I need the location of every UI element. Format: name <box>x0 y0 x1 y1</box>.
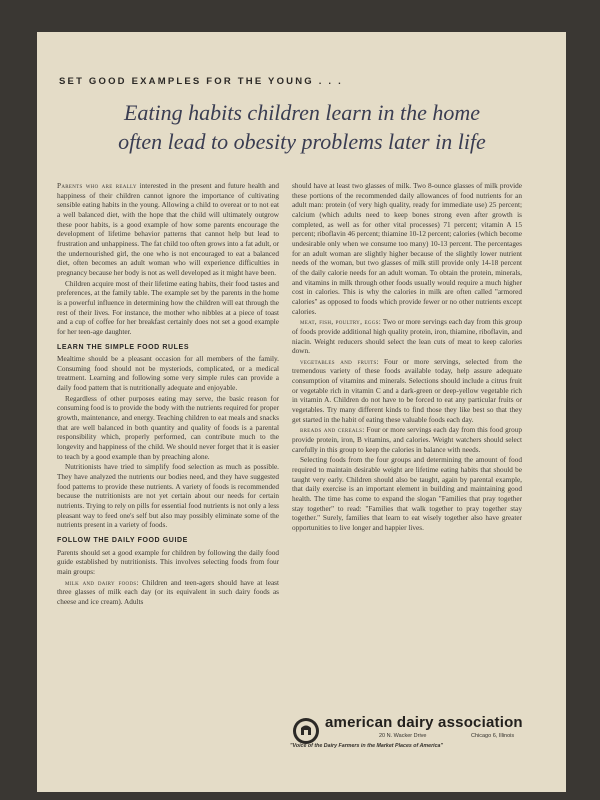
paragraph: meat, fish, poultry, eggs: Two or more servings each day from this group of foods provide additional high quality protein, iron, thiamine, riboflavin, and niacin. Weight reducers should select the lean cuts of meat to keep calories down. <box>292 318 522 356</box>
kicker-heading: SET GOOD EXAMPLES FOR THE YOUNG . . . <box>59 76 343 87</box>
association-name: american dairy association <box>325 714 523 731</box>
paragraph: Selecting foods from the four groups and determining the amount of food required to maintain desirable weight are lifetime eating habits that should be taught very early. Children should also be taught, again by parental example, that daily exercise is an important element in building and maintaining good health. The time has come to expand the slogan "Families that pray together stay together" to read: "Families that walk together to pray together stay together." Surely, families that learn to eat wisely together also have greater opportunities to live longer and happier lives. <box>292 456 522 532</box>
paragraph: Regardless of other purposes eating may serve, the basic reason for consuming food is to provide the body with the nutrients required for proper growth, maintenance, and energy. Teaching children to eat meals and snacks that are well balanced in both quantity and quality of foods is a parental responsibility which, properly performed, can contribute much to the longevity and happiness of the child. We should never forget that it is easier to teach by a good example than by preaching alone. <box>57 394 279 461</box>
ada-seal-icon <box>292 717 320 745</box>
section-heading: FOLLOW THE DAILY FOOD GUIDE <box>57 536 188 544</box>
section-heading: LEARN THE SIMPLE FOOD RULES <box>57 343 190 351</box>
address-street: 20 N. Wacker Drive <box>379 733 427 739</box>
lead-in: milk and dairy foods: <box>65 578 139 587</box>
lead-in: breads and cereals: <box>300 426 365 435</box>
headline-line-1: Eating habits children learn in the home <box>123 100 481 125</box>
paragraph: Children acquire most of their lifetime eating habits, their food tastes and preferences, at the family table. The example set by the parents in the home is a powerful influence in determining how the children will eat through the rest of their lives. For instance, the mother who nibbles at a piece of toast and a cup of coffee for her breakfast certainly does not set a good example for her teen-age daughter. <box>57 279 279 336</box>
ada-signature <box>287 712 557 762</box>
slogan: "Voice of the Dairy Farmers in the Market Places of America" <box>290 743 443 749</box>
paragraph: breads and cereals: Four or more servings each day from this food group provide protein, iron, B vitamins, and calories. Weight watchers should select carefully in this group to keep the calories in balance with needs. <box>292 426 522 454</box>
lead-in: Parents who are really <box>57 182 137 190</box>
paragraph: vegetables and fruits: Four or more servings, selected from the tremendous variety of these foods available today, help assure adequate consumption of vitamins and minerals. Selections should include a citrus fruit or vegetable rich in vitamin C and a dark-green or deep-yellow vegetable rich in vitamin A. Children do not have to be forced to eat any particular fruits or vegetables. Try many different kinds to find those they like best so that they get started in the habit of eating these valuable foods each day. <box>292 357 523 424</box>
paragraph: Parents should set a good example for children by following the daily food guide established by nutritionists. This involves selecting foods from four main groups: <box>57 548 279 576</box>
paragraph: Nutritionists have tried to simplify food selection as much as possible. They have analyzed the nutrients our bodies need, and they have suggested food patterns to provide these nutrients. A variety of foods is recommended because the nutritionists are not yet certain about our needs for certain nutrients. Trying to rely on pills for essential food nutrients is not only a less pleasant way to feed one's self but also may possibly eliminate some of the nutrients present in a variety of foods. <box>57 463 279 530</box>
paragraph: Mealtime should be a pleasant occasion for all members of the family. Consuming food should not be mysteriods, complicated, or a medical treatment. Learning and following some very simple rules can provide a daily food pattern that is nutritionally adequate and enjoyable. <box>57 355 279 393</box>
paragraph: Parents who are really interested in the present and future health and happiness of their children cannot ignore the importance of cultivating sensible eating habits in the young. Allowing a child to overeat or to not eat a well balanced diet, with the hope that the child will ultimately outgrow these poor habits, is a good example of how some parents encourage the development of lifetime behavior patterns that cannot help but lead to frustration and unhappiness. The fat child too often grows into a fat adult, or the undernourished girl, the one who is not encouraged to eat a balanced diet, often becomes an adult woman who will experience difficulties in pregnancy because her body is not as well developed as it might have been. <box>57 182 279 277</box>
paragraph: milk and dairy foods: Children and teen-agers should have at least three glasses of milk each day (or its equivalent in such dairy foods as cheese and ice cream). Adults <box>57 578 279 606</box>
headline-line-2: often lead to obesity problems later in life <box>118 129 486 154</box>
left-column <box>57 182 279 609</box>
ad-page <box>37 32 566 792</box>
lead-in: meat, fish, poultry, eggs: <box>300 318 382 327</box>
headline <box>57 98 547 156</box>
right-column <box>292 182 522 535</box>
lead-in: vegetables and fruits: <box>300 357 379 366</box>
paragraph: should have at least two glasses of milk. Two 8-ounce glasses of milk provide these portions of the recommended daily allowances of food nutrients for an adult man: protein (of very high quality, ready for immediate use) 25 percent; calcium (which adults need to keep bones strong even after growth is completed, as well as for other vital processes) 71 percent; vitamin A 15 percent; riboflavin 46 percent; thiamine 10-12 percent; calories (which become undesirable only when we consume too many) 10-13 percent. The percentages for an adult woman are slightly higher because of the slightly lower nutrient needs of the woman, but two glasses of milk still provide only 14-18 percent of the daily calorie needs for an adult woman. To obtain the protein, minerals, and vitamins in milk through other foods usually would require a much higher cost in calories. This is why the calories in milk are often called "armored calories" as opposed to foods which provide fewer or no other nutrients except calories. <box>292 182 522 316</box>
address-city: Chicago 6, Illinois <box>471 733 515 739</box>
